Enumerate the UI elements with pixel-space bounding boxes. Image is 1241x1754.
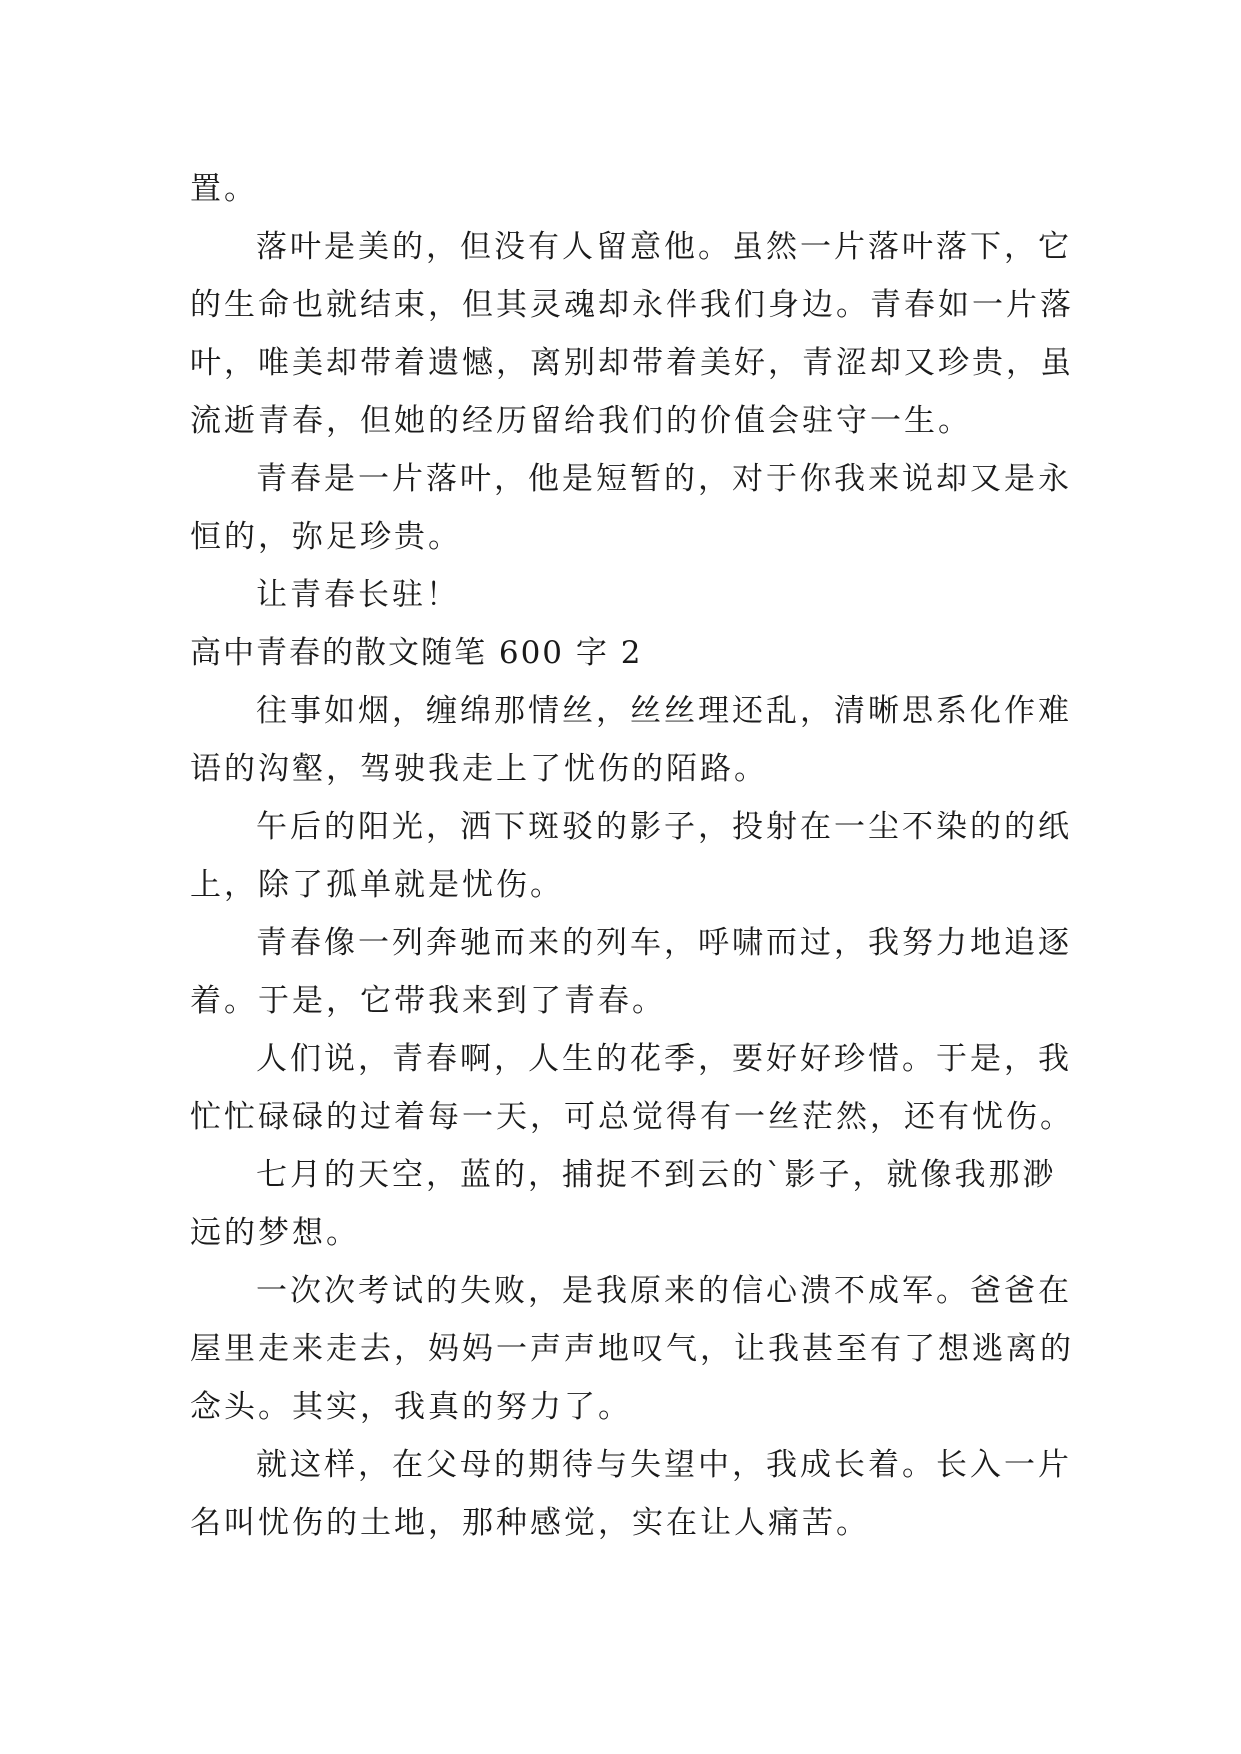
paragraph-start-line: 午后的阳光，洒下斑驳的影子，投射在一尘不染的的纸 [256, 809, 1072, 845]
text-line: 叶，唯美却带着遗憾，离别却带着美好，青涩却又珍贵，虽 [190, 345, 1074, 381]
document-body [190, 160, 1074, 1552]
paragraph-start-line: 落叶是美的，但没有人留意他。虽然一片落叶落下，它 [256, 229, 1072, 265]
text-line: 屋里走来走去，妈妈一声声地叹气，让我甚至有了想逃离的 [190, 1331, 1074, 1367]
section-heading: 高中青春的散文随笔 600 字 2 [190, 635, 643, 671]
text-line: 念头。其实，我真的努力了。 [190, 1389, 632, 1425]
text-line: 远的梦想。 [190, 1215, 360, 1251]
text-line: 流逝青春，但她的经历留给我们的价值会驻守一生。 [190, 403, 972, 439]
text-line: 置。 [190, 171, 258, 207]
text-line: 着。于是，它带我来到了青春。 [190, 983, 666, 1019]
paragraph-start-line: 往事如烟，缠绵那情丝，丝丝理还乱，清晰思系化作难 [256, 693, 1072, 729]
text-line: 语的沟壑，驾驶我走上了忧伤的陌路。 [190, 751, 768, 787]
text-line: 上，除了孤单就是忧伤。 [190, 867, 564, 903]
text-line: 忙忙碌碌的过着每一天，可总觉得有一丝茫然，还有忧伤。 [190, 1099, 1074, 1135]
paragraph-start-line: 青春像一列奔驰而来的列车，呼啸而过，我努力地追逐 [256, 925, 1072, 961]
paragraph-start-line: 让青春长驻！ [256, 577, 460, 613]
text-line: 的生命也就结束，但其灵魂却永伴我们身边。青春如一片落 [190, 287, 1074, 323]
text-line: 恒的，弥足珍贵。 [190, 519, 462, 555]
paragraph-start-line: 一次次考试的失败，是我原来的信心溃不成军。爸爸在 [256, 1273, 1072, 1309]
paragraph-start-line: 七月的天空，蓝的，捕捉不到云的`影子，就像我那渺 [256, 1157, 1057, 1193]
paragraph-start-line: 人们说，青春啊，人生的花季，要好好珍惜。于是，我 [256, 1041, 1072, 1077]
paragraph-start-line: 就这样，在父母的期待与失望中，我成长着。长入一片 [256, 1447, 1072, 1483]
paragraph-start-line: 青春是一片落叶，他是短暂的，对于你我来说却又是永 [256, 461, 1072, 497]
text-line: 名叫忧伤的土地，那种感觉，实在让人痛苦。 [190, 1505, 870, 1541]
